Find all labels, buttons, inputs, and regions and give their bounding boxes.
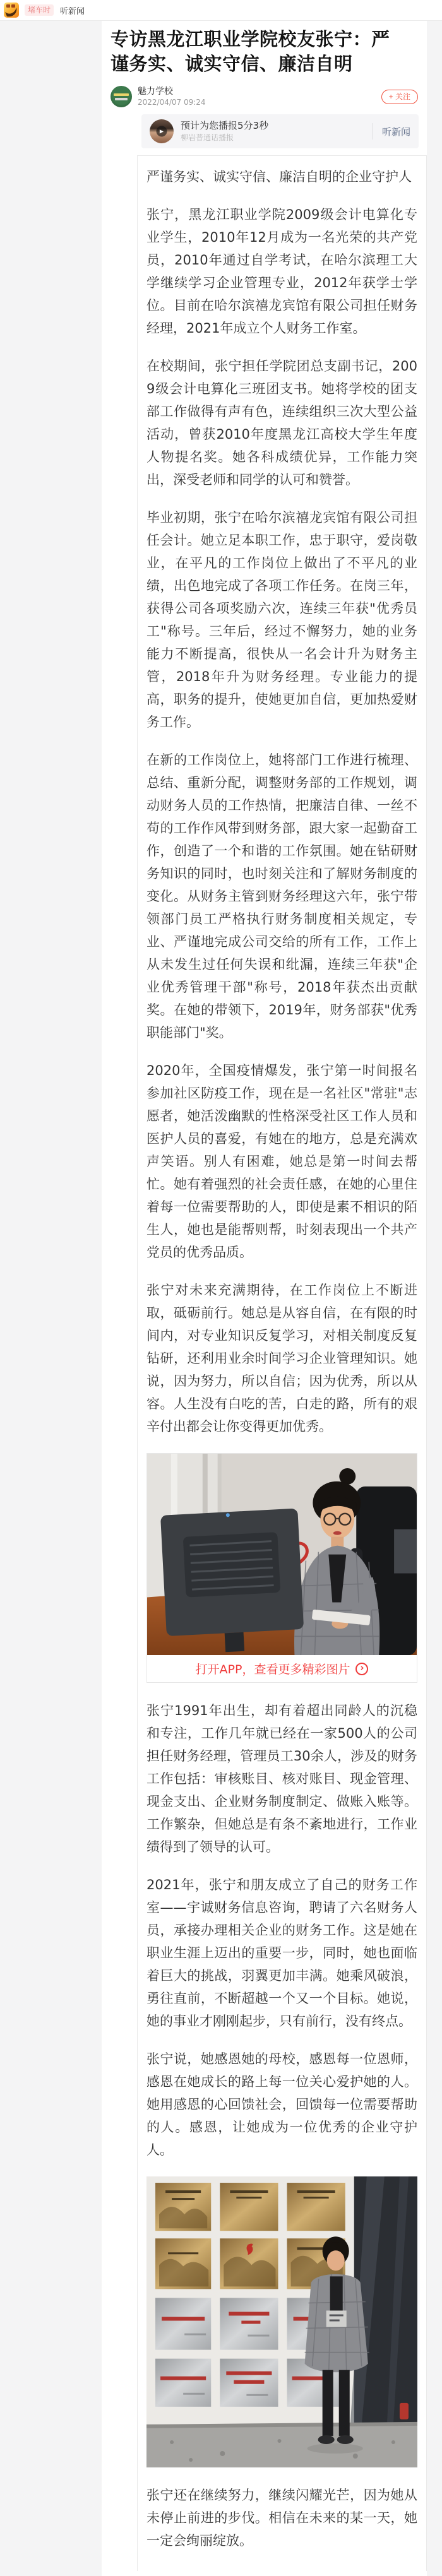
paragraph: 在校期间，张宁担任学院团总支副书记，2009级会计电算化三班团支书。她将学校的团支部工作做得有声有色，连续组织三次大型公益活动，曾获2010年度黑龙江高校大学生年度人物提名奖。她各科成绩优异，工作能力突出，深受老师和同学的认可和赞誉。: [146, 359, 417, 487]
paragraph: 2021年，张宁和朋友成立了自己的财务工作室——宇诚财务信息咨询，聘请了六名财务人员，承接办理相关企业的财务工作。这是她在职业生涯上迈出的重要一步，同时，她也面临着巨大的挑战，羽翼更加丰满。她乘风破浪，勇往直前，不断超越一个又一个目标。她说，她的事业才刚刚起步，只有前行，没有终点。: [146, 1877, 417, 2029]
audio-duration-text: 预计为您播报5分3秒: [181, 120, 269, 131]
open-app-label: 打开APP，查看更多精彩图片: [195, 1663, 350, 1677]
paragraph: 2020年，全国疫情爆发，张宁第一时间报名参加社区防疫工作，现在是一名社区"常驻"志愿者，她活泼幽默的性格深受社区工作人员和医护人员的喜爱，有她在的地方，总是充满欢声笑语。别人有困难，她总是第一时间去帮忙。她有着强烈的社会责任感，在她的心里住着每一位需要帮助的人，即使是素不相识的陌生人，她也是能帮则帮，时刻表现出一个共产党员的优秀品质。: [146, 1063, 417, 1260]
open-app-link[interactable]: [147, 1655, 417, 1682]
sohu-logo-icon[interactable]: [4, 3, 19, 18]
article-body: [137, 155, 427, 2571]
chevron-circle-icon: ›: [355, 1663, 368, 1675]
top-promo-bar: [0, 0, 442, 21]
topbar-listen-news-link[interactable]: 听新闻: [60, 6, 85, 16]
audio-voice-text: 柳岩普通话播报: [181, 133, 234, 142]
voice-avatar[interactable]: [150, 119, 174, 143]
article-card: [102, 21, 427, 2576]
audio-broadcast-widget[interactable]: [141, 114, 419, 148]
paragraph: 张宁说，她感恩她的母校，感恩每一位恩师，感恩在她成长的路上每一位关心爱护她的人。她用感恩的心回馈社会，回馈每一位需要帮助的人。感恩，让她成为一位优秀的企业守护人。: [146, 2051, 417, 2158]
article-title: 专访黑龙江职业学院校友张宁：严谨务实、诚实守信、廉洁自明: [110, 28, 390, 74]
traffic-badge: 堵车时: [25, 4, 54, 16]
paragraph: 在新的工作岗位上，她将部门工作进行梳理、总结、重新分配，调整财务部的工作规划，调动财务人员的工作热情，把廉洁自律、一丝不苟的工作作风带到财务部，跟大家一起勤奋工作，创造了一个和谐的工作氛围。她在钻研财务知识的同时，也时刻关注和了解财务制度的变化。从财务主管到财务经理这六年，张宁带领部门员工严格执行财务制度相关规定，专业、严谨地完成公司交给的所有工作，工作上从未发生过任何失误和纰漏，连续三年获"企业优秀管理干部"称号，2018年获杰出贡献奖。在她的带领下，2019年，财务部获"优秀职能部门"奖。: [146, 752, 417, 1040]
paragraph: 张宁对未来充满期待，在工作岗位上不断进取，砥砺前行。她总是从容自信，在有限的时间内，对专业知识反复学习，对相关制度反复钻研，还利用业余时间学习企业管理知识。她说，因为努力，所以自信；因为优秀，所以从容。人生没有白吃的苦，白走的路，所有的艰辛付出都会让你变得更加优秀。: [146, 1283, 417, 1434]
play-icon[interactable]: ▶: [157, 126, 167, 137]
audio-divider: [372, 123, 373, 139]
listen-news-button[interactable]: 听新闻: [381, 126, 410, 138]
author-avatar[interactable]: [110, 86, 132, 107]
paragraph: 张宁，黑龙江职业学院2009级会计电算化专业学生，2010年12月成为一名光荣的共产党员，2010年通过自学考试，在哈尔滨理工大学继续学习企业管理专业，2012年获学士学位。目前在哈尔滨禧龙宾馆有限公司担任财务经理，2021年成立个人财务工作室。: [146, 207, 417, 336]
paragraph: 张宁还在继续努力，继续闪耀光芒，因为她从未停止前进的步伐。相信在未来的某一天，她一定会绚丽绽放。: [146, 2488, 417, 2549]
paragraph: 严谨务实、诚实守信、廉洁自明的企业守护人: [146, 169, 412, 184]
publish-date: 2022/04/07 09:24: [138, 98, 206, 107]
paragraph: 张宁1991年出生，却有着超出同龄人的沉稳和专注，工作几年就已经在一家500人的公司担任财务经理，管理员工30余人，涉及的财务工作包括：审核账目、核对账目、现金管理、现金支出、企业财务制度制定、做账入账等。工作繁杂，但她总是有条不紊地进行，工作业绩得到了领导的认可。: [146, 1703, 417, 1855]
article-photo-office[interactable]: [146, 1453, 417, 1683]
author-name[interactable]: 魅力学校: [138, 86, 173, 97]
author-row: [110, 86, 418, 107]
article-photo-plaques[interactable]: [146, 2176, 417, 2467]
follow-button[interactable]: + 关注: [381, 90, 418, 104]
paragraph: 毕业初期，张宁在哈尔滨禧龙宾馆有限公司担任会计。她立足本职工作，忠于职守，爱岗敬业，在平凡的工作岗位上做出了不平凡的业绩，出色地完成了各项工作任务。在岗三年，获得公司各项奖励六次，连续三年获"优秀员工"称号。三年后，经过不懈努力，她的业务能力不断提高，很快从一名会计升为财务主管，2018年升为财务经理。专业能力的提高，职务的提升，使她更加自信，更加热爱财务工作。: [146, 510, 417, 730]
